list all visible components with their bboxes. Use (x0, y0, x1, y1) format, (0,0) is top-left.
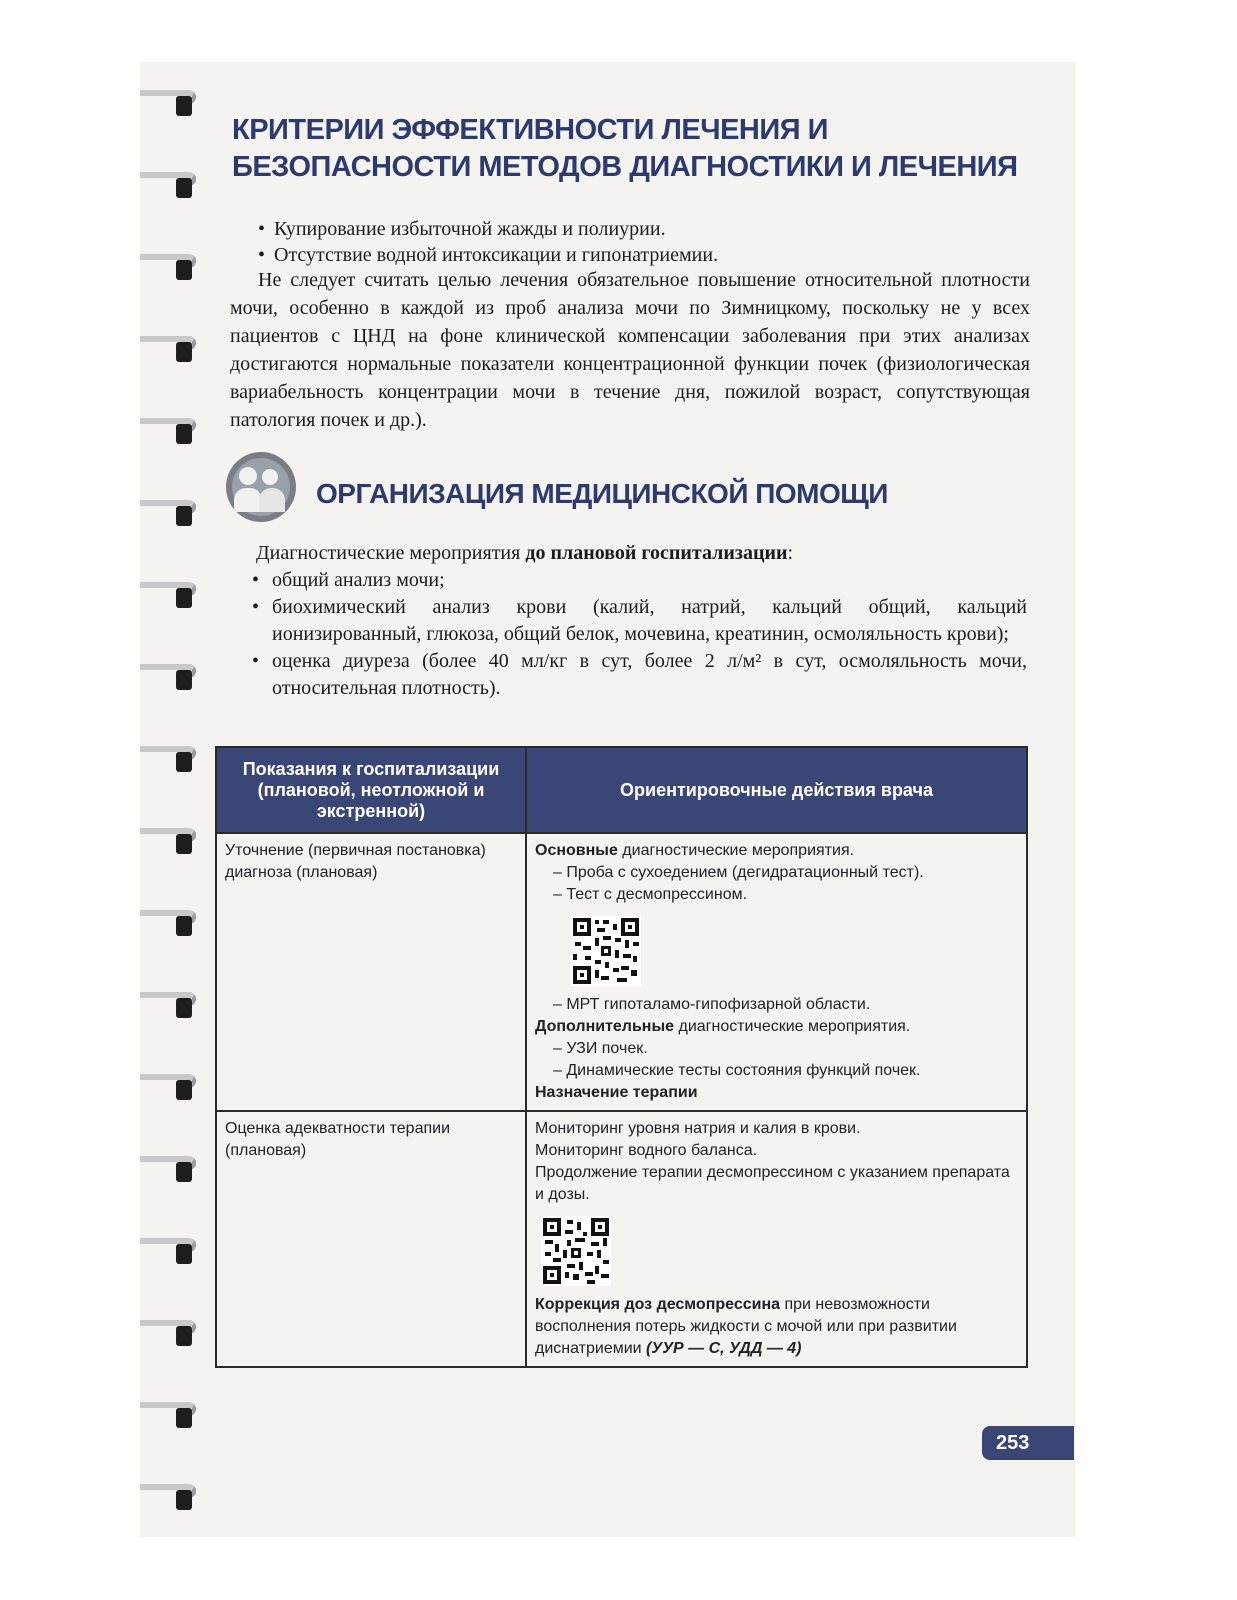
qr-code-icon[interactable] (541, 1216, 611, 1286)
spiral-ring (140, 1476, 202, 1510)
spiral-binding (140, 62, 210, 1537)
diagnostics-intro: Диагностические мероприятия до плановой госпитализации: (256, 542, 794, 564)
spiral-ring (140, 328, 202, 362)
row1-indication: Уточнение (первичная постановка) диагноза (плановая) (216, 833, 526, 1111)
spiral-ring (140, 246, 202, 280)
row2-indication: Оценка адекватности терапии (плановая) (216, 1111, 526, 1367)
page-number: 253 (982, 1426, 1074, 1460)
section-title-organization: ОРГАНИЗАЦИЯ МЕДИЦИНСКОЙ ПОМОЩИ (316, 478, 888, 509)
spiral-ring (140, 656, 202, 690)
spiral-ring (140, 410, 202, 444)
spiral-ring (140, 1312, 202, 1346)
diagnostics-list (252, 567, 1027, 702)
spiral-ring (140, 1066, 202, 1100)
spiral-ring (140, 1148, 202, 1182)
qr-code-icon[interactable] (571, 916, 641, 986)
spiral-ring (140, 738, 202, 772)
table-row (216, 833, 1027, 1111)
hospitalization-table (215, 746, 1028, 1368)
list-item: • общий анализ мочи; (252, 569, 445, 591)
row2-actions: Мониторинг уровня натрия и калия в крови. Мониторинг водного баланса. Продолжение терапии десмопрессином с указанием препарата и дозы. Коррекция доз десмопрессина при невозможности восполнения потерь жидкости с мочой или при развитии диснатриемии (УУР — С, УДД — 4) (526, 1111, 1027, 1367)
table-row (216, 1111, 1027, 1367)
spiral-ring (140, 1230, 202, 1264)
list-item: • биохимический анализ крови (калий, натрий, кальций общий, кальций ионизированный, глюкоза, общий белок, мочевина, креатинин, осмоляльность крови); (252, 596, 1027, 645)
row1-actions: Основные диагностические мероприятия. – Проба с сухоедением (дегидратационный тест). – Тест с десмопрессином. – МРТ гипоталамо-гипофизарной области. Дополнительные диагностические мероприятия. – УЗИ почек. – Динамические тесты состояния функций почек. Назначение терапии (526, 833, 1027, 1111)
section-title-criteria: КРИТЕРИИ ЭФФЕКТИВНОСТИ ЛЕЧЕНИЯ И БЕЗОПАСНОСТИ МЕТОДОВ ДИАГНОСТИКИ И ЛЕЧЕНИЯ (232, 114, 1018, 183)
spiral-ring (140, 1394, 202, 1428)
header-indications: Показания к госпитализации (плановой, неотложной и экстренной) (216, 747, 526, 833)
criteria-bullet-1: • Купирование избыточной жажды и полиурии. (258, 218, 666, 240)
spiral-ring (140, 82, 202, 116)
spiral-ring (140, 820, 202, 854)
header-actions: Ориентировочные действия врача (526, 747, 1027, 833)
criteria-paragraph: Не следует считать целью лечения обязательное повышение относительной плотности мочи, особенно в каждой из проб анализа мочи по Зимницкому, поскольку не у всех пациентов с ЦНД на фоне клинической компенсации заболевания при этих анализах достигаются нормальные показатели концентрационной функции почек (физиологическая вариабельность концентрации мочи в течение дня, пожилой возраст, сопутствующая патология почек и др.). (230, 269, 1030, 431)
spiral-ring (140, 902, 202, 936)
spiral-ring (140, 492, 202, 526)
doctors-icon (226, 452, 296, 522)
criteria-bullet-2: • Отсутствие водной интоксикации и гипонатриемии. (258, 244, 719, 266)
table-header-row (216, 747, 1027, 833)
list-item: • оценка диуреза (более 40 мл/кг в сут, более 2 л/м² в сут, осмоляльность мочи, относительная плотность). (252, 650, 1027, 699)
spiral-ring (140, 164, 202, 198)
spiral-ring (140, 984, 202, 1018)
spiral-ring (140, 574, 202, 608)
